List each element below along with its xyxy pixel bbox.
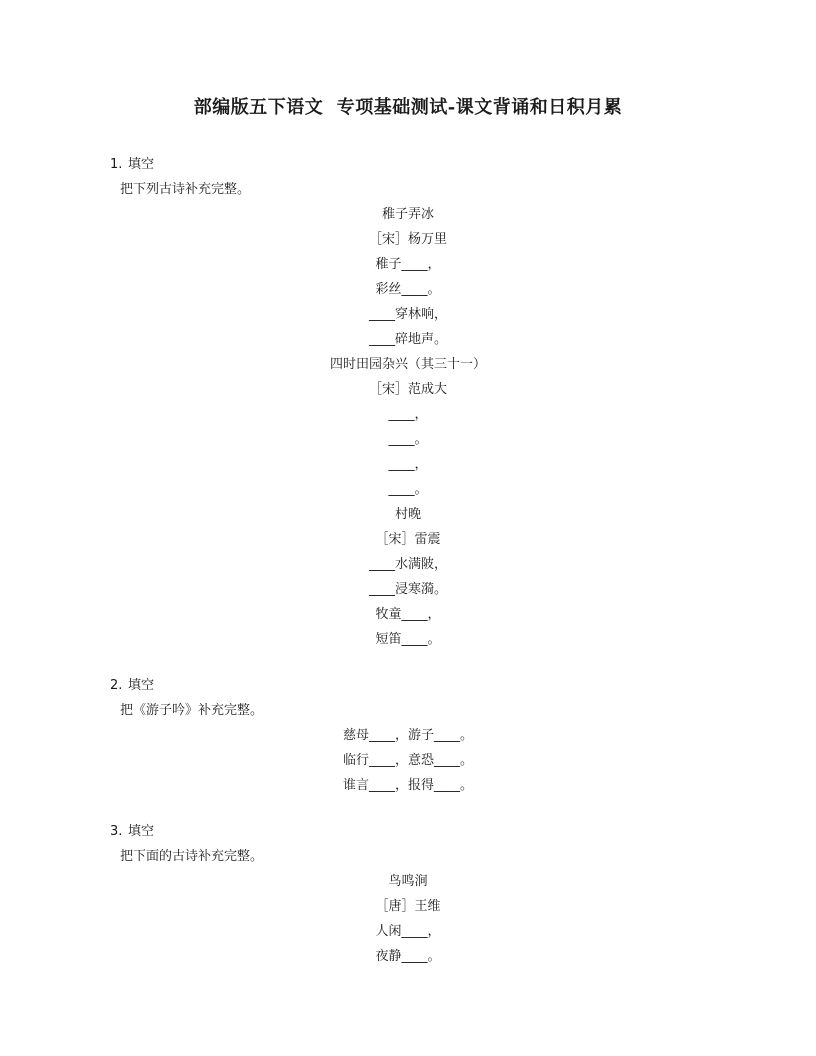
poem-line: 短笛____。 <box>375 632 441 647</box>
poem-line: ____， <box>388 407 428 422</box>
poem-line: ［唐］王维 <box>375 899 441 914</box>
poem-line: ____穿林响， <box>368 307 447 322</box>
poem-line: 鸟鸣涧 <box>388 874 428 889</box>
poem-line: ____碎地声。 <box>368 332 447 347</box>
poem-line: ____水满陂， <box>368 557 447 572</box>
question-header <box>110 677 154 695</box>
question-type: 填空 <box>128 157 155 172</box>
poem-line: 人闲____， <box>375 924 441 939</box>
poem-line: ____。 <box>388 432 428 447</box>
question-number: 2. <box>110 678 123 693</box>
question-header <box>110 156 154 174</box>
poem-line: ［宋］杨万里 <box>368 232 447 247</box>
poem-line: 牧童____， <box>375 607 441 622</box>
page-title: 部编版五下语文 专项基础测试-课文背诵和日积月累 <box>193 97 623 118</box>
question-number: 3. <box>110 824 123 839</box>
poem-line: 四时田园杂兴（其三十一） <box>329 357 486 372</box>
question-number: 1. <box>110 157 123 172</box>
poem-line: ［宋］范成大 <box>368 382 447 397</box>
poem-line: 彩丝____。 <box>375 282 441 297</box>
question-instruction: 把下列古诗补充完整。 <box>120 182 251 197</box>
poem-line: ____。 <box>388 482 428 497</box>
poem-line: 慈母____，游子____。 <box>342 728 473 743</box>
poem-line: 稚子弄冰 <box>381 207 434 222</box>
question-type: 填空 <box>128 824 155 839</box>
question-type: 填空 <box>128 678 155 693</box>
poem-line: 夜静____。 <box>375 949 441 964</box>
question-instruction: 把《游子吟》补充完整。 <box>120 703 264 718</box>
poem-line: ____浸寒漪。 <box>368 582 447 597</box>
poem-line: 稚子____， <box>375 257 441 272</box>
poem-line: ［宋］雷震 <box>375 532 441 547</box>
poem-line: ____， <box>388 457 428 472</box>
poem-line: 临行____，意恐____。 <box>342 753 473 768</box>
question-header <box>110 823 154 841</box>
poem-line: 谁言____，报得____。 <box>342 778 473 793</box>
poem-line: 村晚 <box>394 507 421 522</box>
question-instruction: 把下面的古诗补充完整。 <box>120 849 264 864</box>
